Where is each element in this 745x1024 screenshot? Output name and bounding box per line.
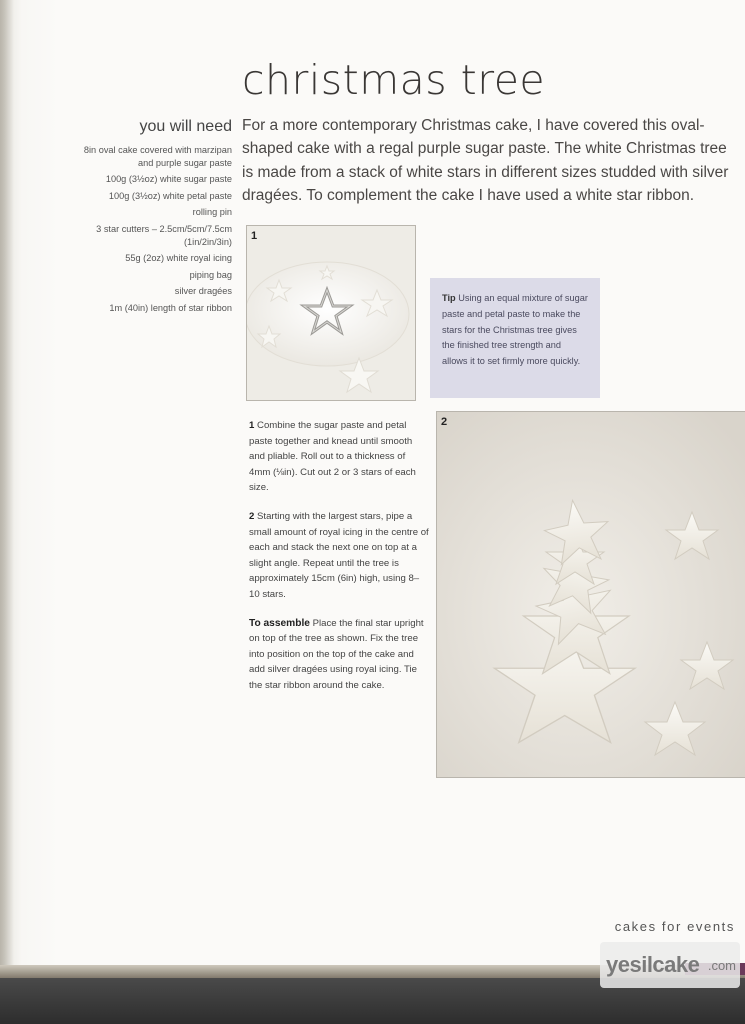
step-1 — [249, 418, 429, 496]
tip-label: Tip — [442, 293, 456, 303]
step-1-photo — [246, 225, 416, 401]
spine-shadow — [0, 0, 14, 972]
ingredient-item: rolling pin — [192, 207, 232, 218]
watermark-domain: .com — [707, 958, 736, 973]
assemble-step — [249, 616, 429, 694]
step-1-number: 1 — [249, 420, 255, 431]
ingredients-items — [70, 144, 232, 315]
tip-box — [430, 278, 600, 398]
intro-paragraph: For a more contemporary Christmas cake, I have covered this oval-shaped cake with a regal purple sugar paste. The white Christmas tree is made from a stack of white stars in different sizes studded with silver dragées. To complement the cake I have used a white star ribbon. — [242, 117, 729, 205]
step-1-text: Combine the sugar paste and petal paste together and knead until smooth and pliable. Roll out to a thickness of 4mm (⅛in). Cut out 2 or 3 stars of each size. — [249, 420, 416, 494]
ingredient-item: 3 star cutters – 2.5cm/5cm/7.5cm (1in/2in/3in) — [96, 223, 232, 247]
ingredient-item: piping bag — [189, 269, 232, 280]
step-2 — [249, 509, 429, 603]
step-2-text: Starting with the largest stars, pipe a small amount of royal icing in the centre of each and stack the next one on top at a slight angle. Repeat until the tree is approximately 15cm (6in) high, using 8–10 stars. — [249, 510, 429, 600]
page-title: christmas tree — [242, 56, 546, 104]
ingredient-item: 100g (3½oz) white petal paste — [108, 190, 232, 201]
ingredient-item: silver dragées — [174, 286, 232, 297]
tip-text: Using an equal mixture of sugar paste and petal paste to make the stars for the Christmas tree gives the finished tree strength and allows it to set firmly more quickly. — [442, 293, 588, 367]
assemble-label: To assemble — [249, 617, 310, 629]
assemble-text: Place the final star upright on top of the tree as shown. Fix the tree into position on the top of the cake and add silver dragées using royal icing. Tie the star ribbon around the cake. — [249, 617, 424, 691]
ingredients-heading: you will need — [139, 118, 232, 135]
ingredient-item: 8in oval cake covered with marzipan and purple sugar paste — [83, 145, 232, 168]
ingredients-list — [70, 118, 232, 319]
ingredient-item: 100g (3½oz) white sugar paste — [105, 174, 232, 185]
step-2-photo — [436, 411, 745, 778]
star-tree-illustration — [437, 412, 745, 777]
step-2-photo-number: 2 — [441, 416, 448, 428]
step-1-photo-number: 1 — [251, 230, 258, 242]
ingredient-item: 55g (2oz) white royal icing — [125, 253, 232, 264]
ingredient-item: 1m (40in) length of star ribbon — [109, 302, 232, 313]
step-2-number: 2 — [249, 510, 255, 522]
cutter-and-paste-illustration — [247, 226, 415, 400]
method-steps — [249, 418, 429, 707]
watermark-logo — [600, 942, 740, 988]
watermark-text: yesilcake — [606, 952, 700, 977]
page-footer: cakes for events — [614, 919, 735, 934]
